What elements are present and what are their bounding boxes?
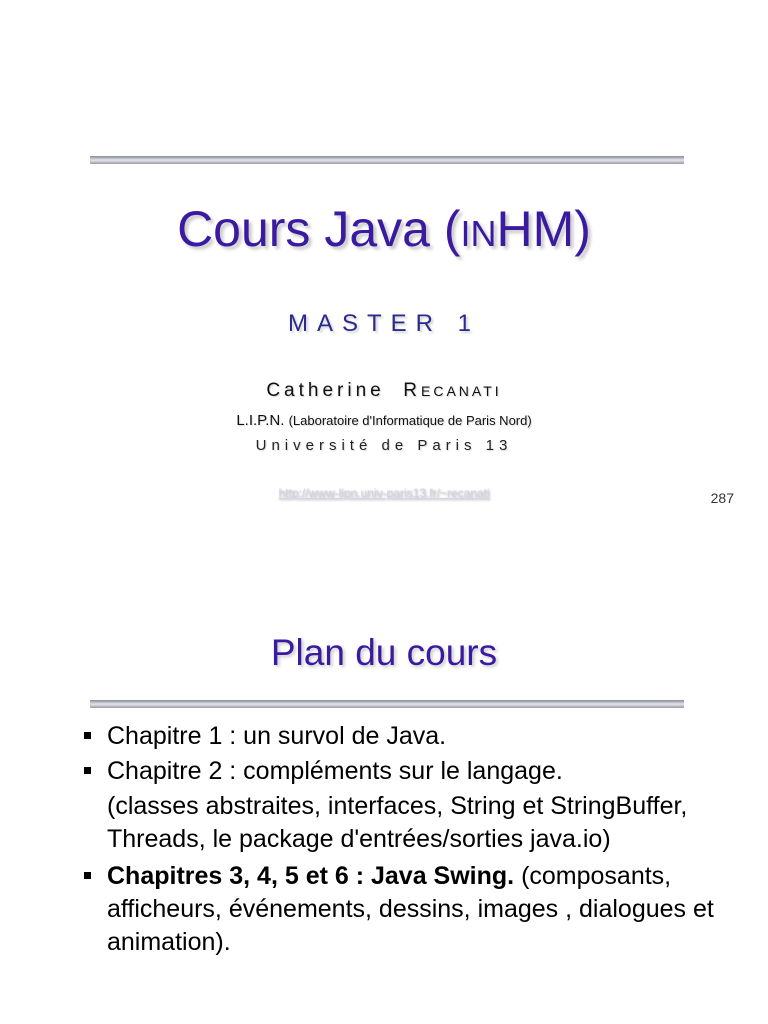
bullet-icon [84,732,91,739]
chapter-1-text: Chapitre 1 : un survol de Java. [107,722,447,750]
homepage-link[interactable]: http://www-lipn.univ-paris13.fr/~recanati [278,486,490,500]
bullet-icon [84,872,91,879]
chapter-2-text: Chapitre 2 : compléments sur le langage. [107,757,563,785]
lab-full: (Laboratoire d'Informatique de Paris Nord) [288,413,532,428]
list-item [80,720,740,753]
title-part-2: HM) [496,201,591,257]
lab-abbr: L.I.P.N. [236,412,285,429]
chapter-list [80,720,740,961]
bullet-icon [84,767,91,774]
chapter-3-6-text: Chapitres 3, 4, 5 et 6 : Java Swing. [107,862,515,890]
top-divider [90,156,684,164]
page-number: 287 [710,490,734,506]
list-item [80,755,740,788]
slide-title [0,200,768,258]
plan-title: Plan du cours [270,632,498,673]
chapter-3-6-detail: (composants, afficheurs, événements, dessins, images , dialogues et animation). [107,862,714,956]
author-first-name: Catherine [266,380,385,401]
title-part-1: Cours Java ( [177,201,461,257]
list-item [80,860,740,959]
author-name [0,380,768,402]
lab-line [0,412,768,429]
chapter-2-detail: (classes abstraites, interfaces, String et StringBuffer, Threads, le package d'entrées/sorties java.io) [107,792,688,853]
university: Université de Paris 13 [255,437,513,454]
author-last-rest: ECANATI [421,383,502,399]
level-label: MASTER 1 [287,310,481,337]
author-last-initial: R [403,380,422,401]
plan-divider [90,700,684,708]
title-part-in: IN [460,213,497,254]
